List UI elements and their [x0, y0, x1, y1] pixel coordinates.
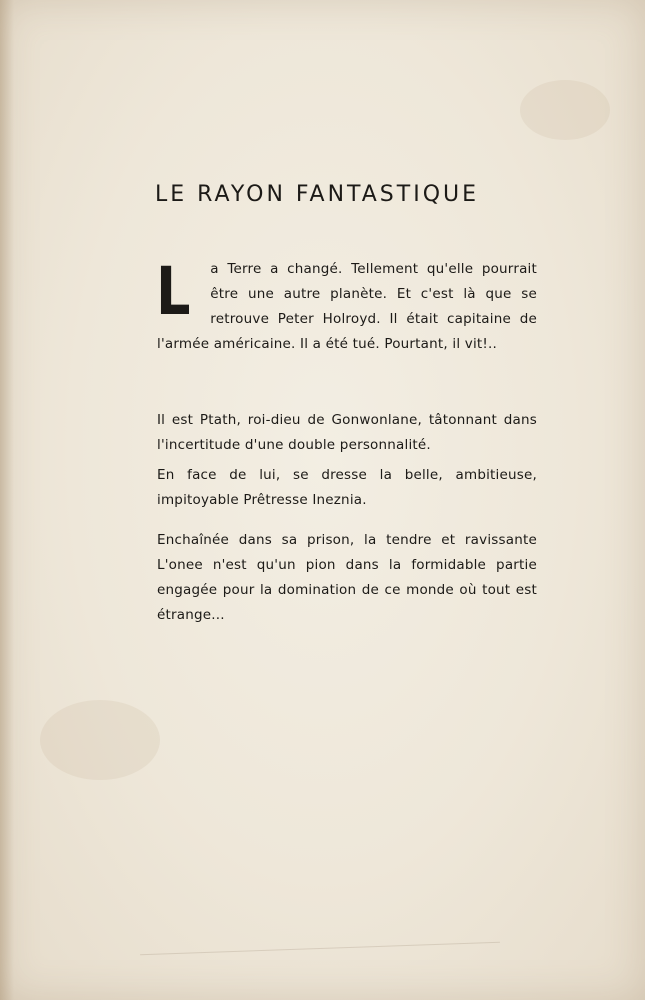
- paper-stain: [520, 80, 610, 140]
- paragraph-text: En face de lui, se dresse la belle, ambitieuse, impitoyable Prêtresse Ineznia.: [157, 467, 537, 508]
- drop-cap-letter: L: [156, 253, 191, 330]
- paragraph-text: Il est Ptath, roi-dieu de Gonwonlane, tâtonnant dans l'incertitude d'une double personnalité.: [157, 412, 537, 453]
- spine-shadow: [0, 0, 14, 1000]
- blurb-paragraph-4: [157, 528, 537, 628]
- blurb-paragraph-3: [157, 463, 537, 513]
- paragraph-text: Enchaînée dans sa prison, la tendre et ravissante L'onee n'est qu'un pion dans la formidable partie engagée pour la domination de ce monde où tout est étrange...: [157, 532, 537, 623]
- paper-stain: [40, 700, 160, 780]
- blurb-paragraph-2: [157, 408, 537, 458]
- paragraph-text: a Terre a changé. Tellement qu'elle pourrait être une autre planète. Et c'est là que se retrouve Peter Holroyd. Il était capitaine de l'armée américaine. Il a été tué. Pourtant, il vit!..: [157, 261, 537, 352]
- paper-crease: [140, 942, 500, 956]
- page-title: LE RAYON FANTASTIQUE: [155, 182, 480, 207]
- blurb-paragraph-1: [156, 253, 537, 357]
